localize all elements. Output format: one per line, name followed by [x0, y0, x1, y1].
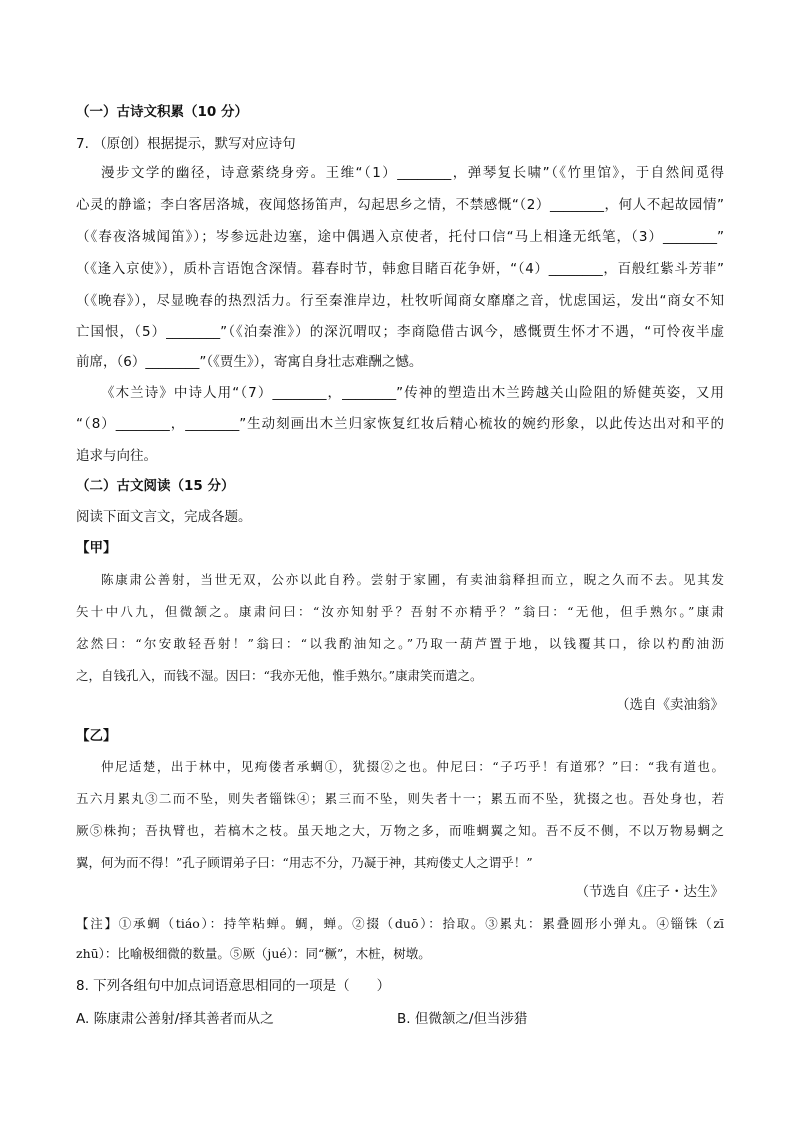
para2-line: “（8）________，________”生动刻画出木兰归家恢复红妆后精心梳妆的婉约形象，以此传达出对和平的 — [76, 416, 724, 432]
passage-yi-line: 仲尼适楚，出于林中，见痀偻者承蜩①，犹掇②之也。仲尼曰：“子巧乎！有道邪？”曰：“我有道也。 — [101, 759, 724, 774]
passage-yi-line: 厥⑤株拘；吾执臂也，若槁木之枝。虽天地之大，万物之多，而唯蜩翼之知。吾不反不侧，不以万物易蜩之 — [76, 823, 724, 838]
annotation-line: zhū）：比喻极细微的数量。⑤厥（jué）：同“橛”，木桩，树墩。 — [76, 946, 431, 961]
para1-line: 心灵的静谧；李白客居洛城，夜闻悠扬笛声，勾起思乡之情，不禁感慨“（2）________，何人不起故园情” — [76, 197, 724, 213]
annotation-line: 【注】①承蜩（tiáo）：持竿粘蝉。蜩，蝉。②掇（duō）：拾取。③累丸：累叠圆形小弹丸。④锱铢（zī — [76, 916, 724, 931]
passage-jia-line: 之，自钱孔入，而钱不湿。因曰：“我亦无他，惟手熟尔。”康肃笑而遣之。 — [76, 668, 483, 683]
para1-line: 前席，（6）________”（《贾生》），寄寓自身壮志难酬之憾。 — [76, 354, 423, 370]
option-b: B. 但微颔之/但当涉猎 — [397, 1011, 528, 1027]
section2-heading: （二）古文阅读（15 分） — [76, 478, 235, 494]
para2-line: 追求与向往。 — [76, 448, 157, 464]
passage-jia-line: 陈康肃公善射，当世无双，公亦以此自矜。尝射于家圃，有卖油翁释担而立，睨之久而不去。见其发 — [101, 572, 724, 587]
passage-yi-line: 五六月累丸③二而不坠，则失者锱铢④；累三而不坠，则失者十一；累五而不坠，犹掇之也。吾处身也，若 — [76, 791, 724, 806]
passage-jia-line: 矢十中八九，但微颔之。康肃问曰：“汝亦知射乎？吾射不亦精乎？”翁曰：“无他，但手熟尔。”康肃 — [76, 604, 724, 619]
passage-yi-label: 【乙】 — [76, 728, 117, 744]
para1-line: 亡国恨，（5）________”（《泊秦淮》）的深沉喟叹；李商隐借古讽今，感慨贾生怀才不遇，“可怜夜半虚 — [76, 324, 724, 340]
para1-line: （《春夜洛城闻笛》）；岑参远赴边塞，途中偶遇入京使者，托付口信“马上相逢无纸笔，（3）________” — [76, 229, 724, 245]
passage-jia-source: （选自《卖油翁》 — [616, 697, 724, 713]
para1-line: （《晚春》），尽显晚春的热烈活力。行至秦淮岸边，杜牧听闻商女靡靡之音，忧虑国运，发出“商女不知 — [76, 293, 724, 309]
question-8-stem: 8. 下列各组句中加点词语意思相同的一项是（ ） — [76, 978, 391, 994]
para1-line: （《逢入京使》），质朴言语饱含深情。暮春时节，韩愈目睹百花争妍，“（4）________，百般红紫斗芳菲” — [76, 261, 724, 277]
para2-line: 《木兰诗》中诗人用“（7）________，________”传神的塑造出木兰跨越关山险阻的矫健英姿，又用 — [101, 385, 724, 401]
section1-heading: （一）古诗文积累（10 分） — [76, 104, 248, 120]
passage-jia-line: 忿然曰：“尔安敢轻吾射！”翁曰：“以我酌油知之。”乃取一葫芦置于地，以钱覆其口，徐以杓酌油沥 — [76, 636, 724, 651]
passage-yi-line: 翼，何为而不得！”孔子顾谓弟子曰：“用志不分，乃凝于神，其痀偻丈人之谓乎！” — [76, 855, 533, 870]
question-7-title: 7. （原创）根据提示，默写对应诗句 — [76, 136, 296, 152]
reading-instruction: 阅读下面文言文，完成各题。 — [76, 509, 252, 525]
passage-jia-label: 【甲】 — [76, 540, 117, 556]
para1-line: 漫步文学的幽径，诗意萦绕身旁。王维“（1）________，弹琴复长啸”（《竹里馆》，于自然间觅得 — [101, 165, 724, 181]
option-a: A. 陈康肃公善射/择其善者而从之 — [76, 1011, 274, 1027]
passage-yi-source: （节选自《庄子・达生》 — [575, 884, 724, 900]
